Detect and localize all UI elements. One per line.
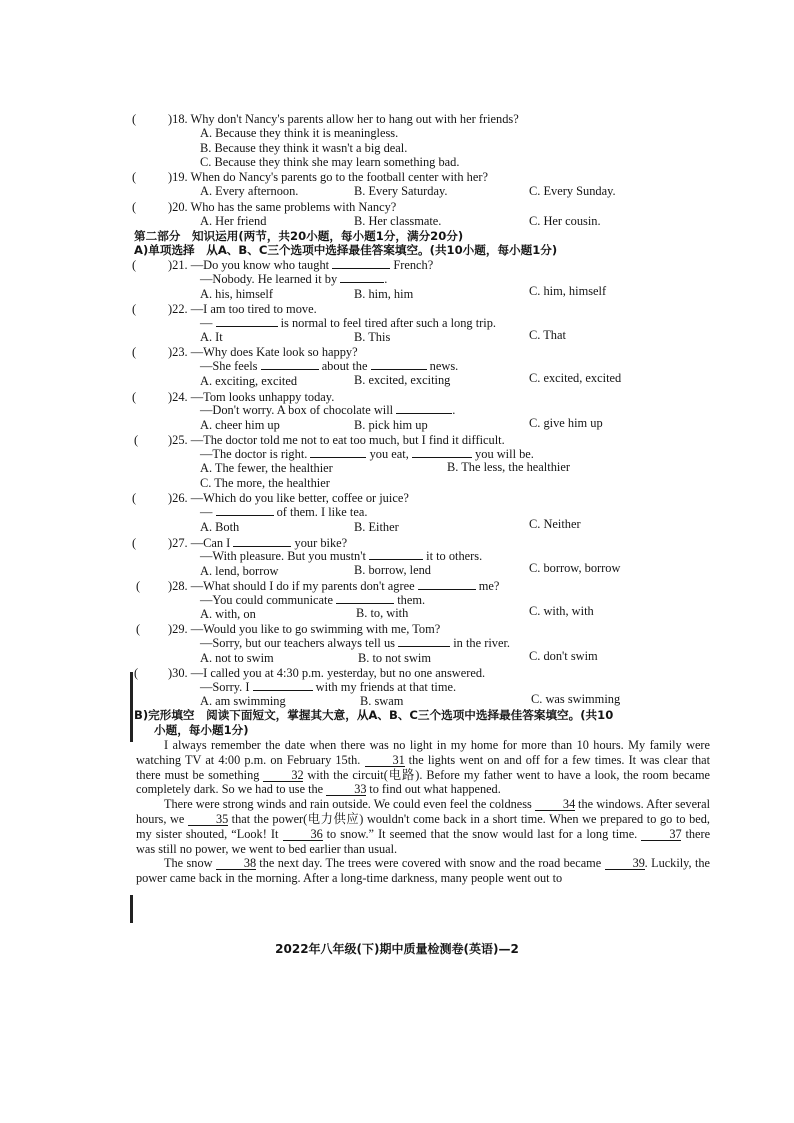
option-a: A. Because they think it is meaningless. [200, 126, 399, 140]
part-two-heading: 第二部分 知识运用(两节，共20小题，每小题1分，满分20分) [134, 229, 464, 243]
option-a: A. The fewer, the healthier [200, 461, 333, 475]
option-b: B. swam [360, 694, 404, 708]
paren: ( [132, 112, 137, 126]
paren: ( [134, 433, 139, 447]
paren: ( [132, 536, 137, 550]
blank-31[interactable]: 31 [365, 754, 405, 767]
option-b: B. to not swim [358, 651, 431, 665]
paren: ( [132, 390, 137, 404]
option-a: A. lend, borrow [200, 564, 279, 578]
question-24-reply: —Don't worry. A box of chocolate will . [200, 403, 456, 417]
paren: ( [132, 258, 137, 272]
option-b: B. Her classmate. [354, 214, 442, 228]
question-22-reply: — is normal to feel tired after such a long trip. [200, 316, 496, 330]
paren: ( [136, 622, 141, 636]
blank-38[interactable]: 38 [216, 857, 256, 870]
option-a: A. am swimming [200, 694, 286, 708]
question-27: )27. —Can I your bike? [168, 536, 348, 550]
option-c: C. Her cousin. [529, 214, 601, 228]
question-22: )22. —I am too tired to move. [168, 302, 317, 316]
option-a: A. It [200, 330, 223, 344]
question-25-reply: —The doctor is right. you eat, you will be. [200, 447, 534, 461]
option-b: B. This [354, 330, 391, 344]
option-a: A. not to swim [200, 651, 274, 665]
paragraph-1: I always remember the date when there was no light in my home for more than 10 hours. My family were watching TV at 4:00 p.m. on February 15th. 31 the lights went on and off for a few times. It was clear that there must be something 32 with the circuit(电路). Before my father went to have a look, the room became completely dark. So we had to use the 33 to find out what happened. [136, 738, 711, 797]
option-b: B. Every Saturday. [354, 184, 448, 198]
option-c: C. was swimming [531, 692, 621, 706]
option-a: A. exciting, excited [200, 374, 298, 388]
question-23-reply: —She feels about the news. [200, 359, 459, 373]
question-20-stem: )20. Who has the same problems with Nancy? [168, 200, 397, 214]
page-footer: 2022年八年级(下)期中质量检测卷(英语)—2 [275, 942, 519, 956]
option-b: B. excited, exciting [354, 373, 451, 387]
option-b: B. pick him up [354, 418, 428, 432]
paragraph-2: There were strong winds and rain outside. We could even feel the coldness 34 the windows. After several hours, we 35 that the power(电力供应) wouldn't come back in a short time. When we prepared to go to bed, my sister shouted, “Look! It 36 to snow.” It seemed that the snow would last for a long time. 37 there was still no power, we went to bed earlier than usual. [136, 797, 711, 856]
paren: ( [132, 491, 137, 505]
option-a: A. Her friend [200, 214, 267, 228]
option-c: C. don't swim [529, 649, 598, 663]
paren: ( [136, 579, 141, 593]
question-24: )24. —Tom looks unhappy today. [168, 390, 335, 404]
blank-32[interactable]: 32 [263, 769, 303, 782]
paren: ( [132, 345, 137, 359]
option-c: C. Every Sunday. [529, 184, 616, 198]
question-29-reply: —Sorry, but our teachers always tell us in the river. [200, 636, 510, 650]
question-19-stem: )19. When do Nancy's parents go to the football center with her? [168, 170, 488, 184]
question-26: )26. —Which do you like better, coffee or juice? [168, 491, 409, 505]
question-28: )28. —What should I do if my parents don't agree me? [168, 579, 500, 593]
option-a: A. cheer him up [200, 418, 280, 432]
scan-edge-mark [130, 672, 133, 742]
blank-34[interactable]: 34 [535, 798, 575, 811]
section-b-heading: B)完形填空 阅读下面短文，掌握其大意，从A、B、C三个选项中选择最佳答案填空。(共10 [134, 708, 614, 722]
paren: ( [134, 666, 139, 680]
option-c: C. borrow, borrow [529, 561, 621, 575]
paren: ( [132, 170, 137, 184]
option-c: C. That [529, 328, 566, 342]
option-c: C. him, himself [529, 284, 607, 298]
option-b: B. him, him [354, 287, 414, 301]
question-21-reply: —Nobody. He learned it by . [200, 272, 388, 286]
question-27-reply: —With pleasure. But you mustn't it to others. [200, 549, 483, 563]
section-a-heading: A)单项选择 从A、B、C三个选项中选择最佳答案填空。(共10小题，每小题1分) [134, 243, 558, 257]
question-28-reply: —You could communicate them. [200, 593, 426, 607]
option-c: C. Neither [529, 517, 581, 531]
blank-39[interactable]: 39 [605, 857, 645, 870]
option-c: C. with, with [529, 604, 594, 618]
option-a: A. Both [200, 520, 240, 534]
question-29: )29. —Would you like to go swimming with me, Tom? [168, 622, 441, 636]
option-b: B. The less, the healthier [447, 460, 570, 474]
question-18-stem: )18. Why don't Nancy's parents allow her to hang out with her friends? [168, 112, 519, 126]
cloze-passage [136, 738, 710, 886]
option-b: B. Because they think it wasn't a big deal. [200, 141, 408, 155]
option-b: B. borrow, lend [354, 563, 431, 577]
option-a: A. Every afternoon. [200, 184, 299, 198]
question-30-reply: —Sorry. I with my friends at that time. [200, 680, 457, 694]
paren: ( [132, 302, 137, 316]
question-26-reply: — of them. I like tea. [200, 505, 368, 519]
option-b: B. Either [354, 520, 399, 534]
option-a: A. his, himself [200, 287, 273, 301]
paren: ( [132, 200, 137, 214]
option-c: C. Because they think she may learn something bad. [200, 155, 460, 169]
option-c: C. excited, excited [529, 371, 622, 385]
paragraph-3: The snow 38 the next day. The trees were covered with snow and the road became 39. Luckily, the power came back in the morning. After a long-time darkness, many people went out to [136, 856, 711, 886]
option-b: B. to, with [356, 606, 409, 620]
question-23: )23. —Why does Kate look so happy? [168, 345, 358, 359]
question-30: )30. —I called you at 4:30 p.m. yesterday, but no one answered. [168, 666, 486, 680]
question-21: )21. —Do you know who taught French? [168, 258, 434, 272]
blank-37[interactable]: 37 [641, 828, 681, 841]
question-25: )25. —The doctor told me not to eat too much, but I find it difficult. [168, 433, 505, 447]
blank-33[interactable]: 33 [326, 783, 366, 796]
option-c: C. give him up [529, 416, 603, 430]
scan-edge-mark [130, 895, 133, 923]
option-a: A. with, on [200, 607, 256, 621]
blank-35[interactable]: 35 [188, 813, 228, 826]
option-c: C. The more, the healthier [200, 476, 330, 490]
blank-36[interactable]: 36 [283, 828, 323, 841]
section-b-heading-cont: 小题，每小题1分) [154, 723, 249, 737]
